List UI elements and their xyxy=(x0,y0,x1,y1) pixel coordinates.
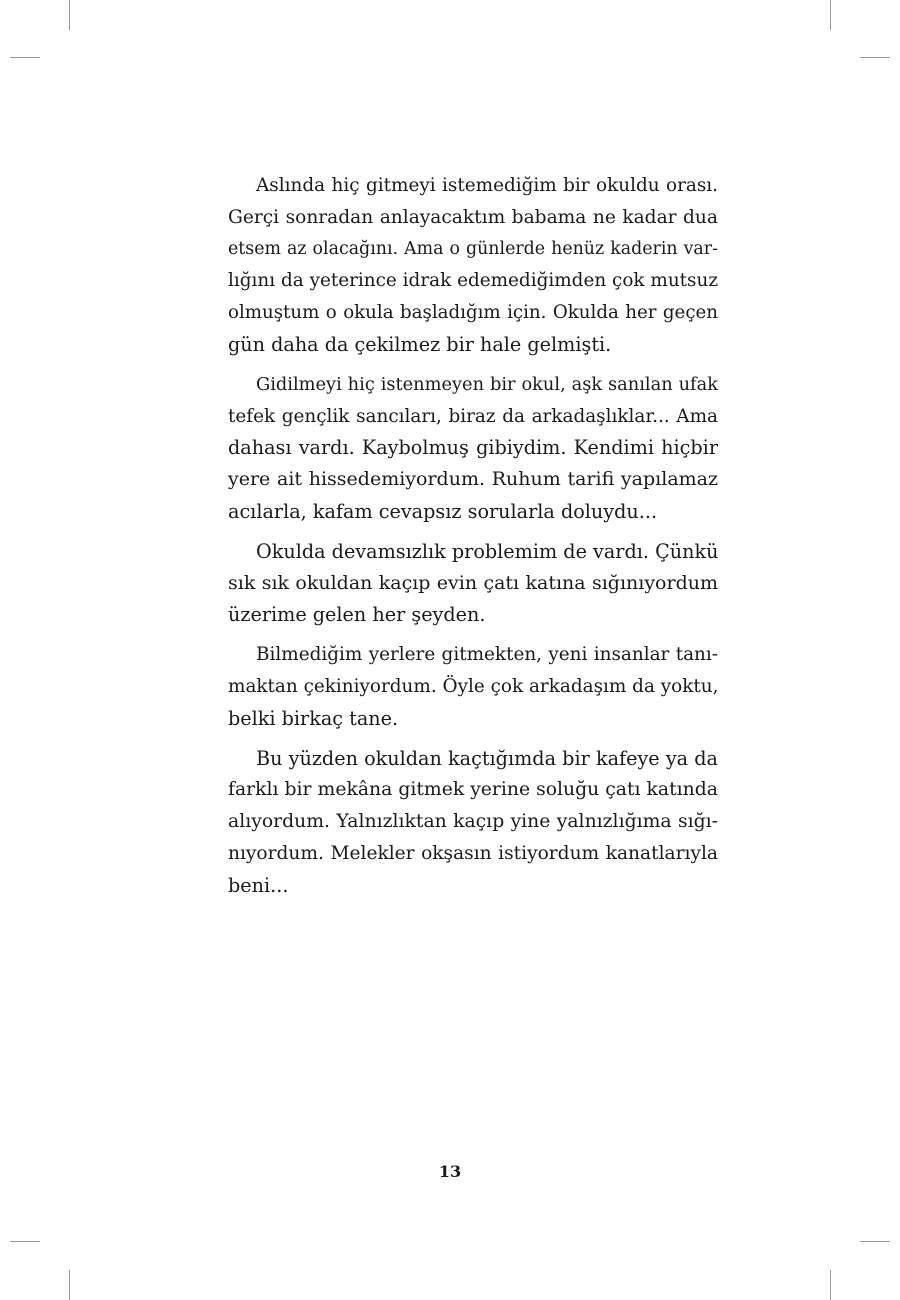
paragraph-1 xyxy=(228,170,718,361)
crop-mark-bottom-left-vertical xyxy=(69,1270,70,1300)
text-line: lığını da yeterince idrak edemediğimden çok mutsuz xyxy=(228,270,719,292)
text-line: sık sık okuldan kaçıp evin çatı katına sığınıyordum xyxy=(228,571,718,594)
crop-mark-bottom-right-horizontal xyxy=(860,1241,890,1242)
crop-mark-top-right-vertical xyxy=(830,0,831,30)
text-line: Gerçi sonradan anlayacaktım babama ne kadar dua xyxy=(228,206,718,228)
text-line: belki birkaç tane. xyxy=(228,706,399,730)
text-line: beni... xyxy=(228,873,289,897)
crop-mark-top-left-horizontal xyxy=(10,57,40,58)
body-text xyxy=(228,170,718,910)
paragraph-3 xyxy=(228,536,718,631)
paragraph-5 xyxy=(228,743,718,902)
text-line: Okulda devamsızlık problemim de vardı. Çünkü xyxy=(256,539,719,563)
paragraph-2 xyxy=(228,369,718,528)
text-line: Bilmediğim yerlere gitmekten, yeni insanlar tanı- xyxy=(256,644,718,666)
text-line: alıyordum. Yalnızlıktan kaçıp yine yalnızlığıma sığı- xyxy=(228,811,718,833)
text-line: dahası vardı. Kaybolmuş gibiydim. Kendimi hiçbir xyxy=(228,436,718,460)
text-line: etsem az olacağını. Ama o günlerde henüz kaderin var- xyxy=(228,238,718,259)
text-line: olmuştum o okula başladığım için. Okulda her geçen xyxy=(228,302,718,324)
crop-mark-bottom-right-vertical xyxy=(830,1270,831,1300)
text-line: üzerime gelen her şeyden. xyxy=(228,603,486,627)
page-number: 13 xyxy=(438,1162,462,1181)
text-line: gün daha da çekilmez bir hale gelmişti. xyxy=(228,332,612,356)
crop-mark-top-right-horizontal xyxy=(860,57,890,58)
text-line: maktan çekiniyordum. Öyle çok arkadaşım da yoktu, xyxy=(228,675,719,697)
text-line: Gidilmeyi hiç istenmeyen bir okul, aşk sanılan ufak xyxy=(256,373,718,395)
crop-mark-top-left-vertical xyxy=(69,0,70,30)
text-line: nıyordum. Melekler okşasın istiyordum kanatlarıyla xyxy=(228,842,718,864)
text-line: Aslında hiç gitmeyi istemediğim bir okuldu orası. xyxy=(256,175,718,196)
text-line: acılarla, kafam cevapsız sorularla doluydu... xyxy=(228,499,658,523)
text-line: yere ait hissedemiyordum. Ruhum tarifi yapılamaz xyxy=(228,468,718,491)
text-line: farklı bir mekâna gitmek yerine soluğu çatı katında xyxy=(228,779,718,801)
text-line: tefek gençlik sancıları, biraz da arkadaşlıklar... Ama xyxy=(228,405,718,427)
crop-mark-bottom-left-horizontal xyxy=(10,1241,40,1242)
paragraph-4 xyxy=(228,639,718,734)
text-line: Bu yüzden okuldan kaçtığımda bir kafeye ya da xyxy=(256,746,718,770)
